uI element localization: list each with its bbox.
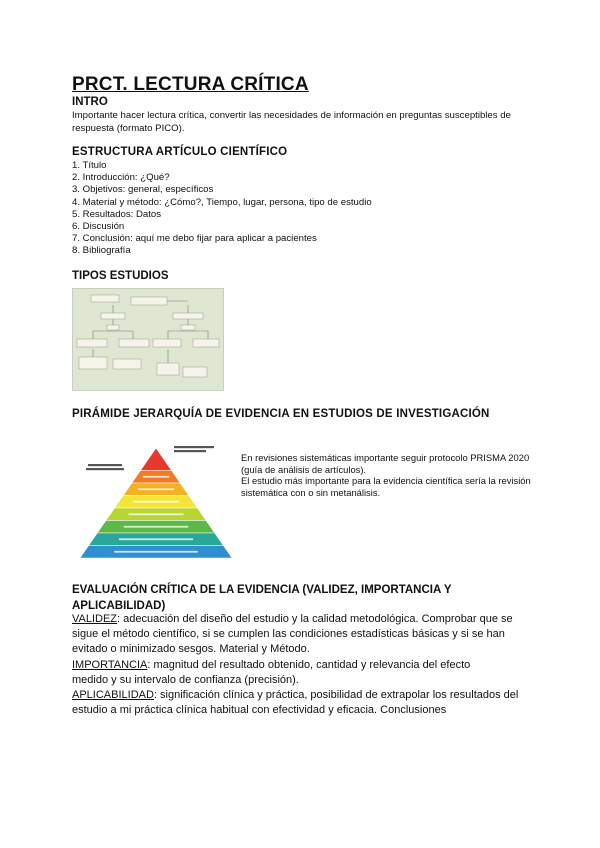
list-item: 1. Título <box>72 160 107 171</box>
pyramid-level-label <box>114 551 198 553</box>
page-title: PRCT. LECTURA CRÍTICA <box>72 74 309 95</box>
aplicabilidad-text: : significación clínica y práctica, posibilidad de extrapolar los resultados del <box>153 689 519 702</box>
prisma-note <box>241 452 541 498</box>
validez-line: evitado o minimizado sesgos. Material y Método. <box>72 643 310 656</box>
importancia-line <box>72 658 592 673</box>
intro-text <box>72 110 511 135</box>
pyramid-level-label <box>138 488 174 490</box>
intro-line: Importante hacer lectura crítica, convertir las necesidades de información en preguntas susceptibles de <box>72 110 511 121</box>
prisma-line: (guía de análisis de artículos). <box>241 463 367 475</box>
list-item: 4. Material y método: ¿Cómo?, Tiempo, lugar, persona, tipo de estudio <box>72 196 372 208</box>
pyramid-level-label <box>119 538 193 540</box>
list-item: 5. Resultados: Datos <box>72 208 162 220</box>
evaluacion-heading <box>72 582 452 614</box>
pyramid-level <box>140 448 171 471</box>
study-types-diagram <box>72 288 224 391</box>
piramide-heading: PIRÁMIDE JERARQUÍA DE EVIDENCIA EN ESTUDIOS DE INVESTIGACIÓN <box>72 408 490 420</box>
estructura-list <box>72 160 372 258</box>
study-types-flowchart <box>73 289 223 390</box>
importancia-label: IMPORTANCIA <box>72 658 148 671</box>
evaluacion-body <box>72 612 592 718</box>
validez-line: sigue el método científico, si se cumplen las condiciones estadísticas básicas y si se han <box>72 628 505 641</box>
validez-label: VALIDEZ <box>72 613 118 625</box>
evidence-pyramid <box>78 446 238 576</box>
list-item: 3. Objetivos: general, específicos <box>72 184 214 196</box>
aplicabilidad-line: estudio a mi práctica clínica habitual con efectividad y eficacia. Conclusiones <box>72 704 447 717</box>
pyramid-level-label <box>124 526 189 528</box>
importancia-line: medido y su intervalo de confianza (precisión). <box>72 673 299 686</box>
pyramid-level-label <box>143 476 170 478</box>
pyramid-level-label <box>128 513 183 515</box>
evidence-pyramid-graphic <box>78 446 238 576</box>
validez-line <box>72 612 592 627</box>
validez-text: : adecuación del diseño del estudio y la calidad metodológica. Comprobar que se <box>117 613 513 625</box>
evaluacion-heading-line: APLICABILIDAD) <box>72 600 166 612</box>
pyramid-label-mark <box>88 464 122 466</box>
pyramid-level-label <box>133 501 179 503</box>
pyramid-label-mark <box>86 468 124 470</box>
list-item: 7. Conclusión: aquí me debo fijar para aplicar a pacientes <box>72 233 317 245</box>
evaluacion-heading-line: EVALUACIÓN CRÍTICA DE LA EVIDENCIA (VALIDEZ, IMPORTANCIA Y <box>72 584 452 596</box>
intro-heading: INTRO <box>72 96 108 108</box>
prisma-line: sistemática con o sin metanálisis. <box>241 486 381 498</box>
importancia-text: : magnitud del resultado obtenido, cantidad y relevancia del efecto <box>147 658 471 671</box>
aplicabilidad-line <box>72 688 592 703</box>
intro-line: respuesta (formato PICO). <box>72 122 185 134</box>
list-item: 2. Introducción: ¿Qué? <box>72 172 170 184</box>
list-item: 6. Discusión <box>72 221 125 233</box>
pyramid-label-mark <box>174 450 206 452</box>
prisma-line: En revisiones sistemáticas importante seguir protocolo PRISMA 2020 <box>241 452 530 463</box>
aplicabilidad-label: APLICABILIDAD <box>72 689 154 702</box>
pyramid-label-mark <box>174 446 214 448</box>
tipos-heading: TIPOS ESTUDIOS <box>72 270 169 282</box>
list-item: 8. Bibliografía <box>72 245 131 257</box>
estructura-heading: ESTRUCTURA ARTÍCULO CIENTÍFICO <box>72 146 288 158</box>
prisma-line: El estudio más importante para la evidencia científica sería la revisión <box>241 475 531 487</box>
